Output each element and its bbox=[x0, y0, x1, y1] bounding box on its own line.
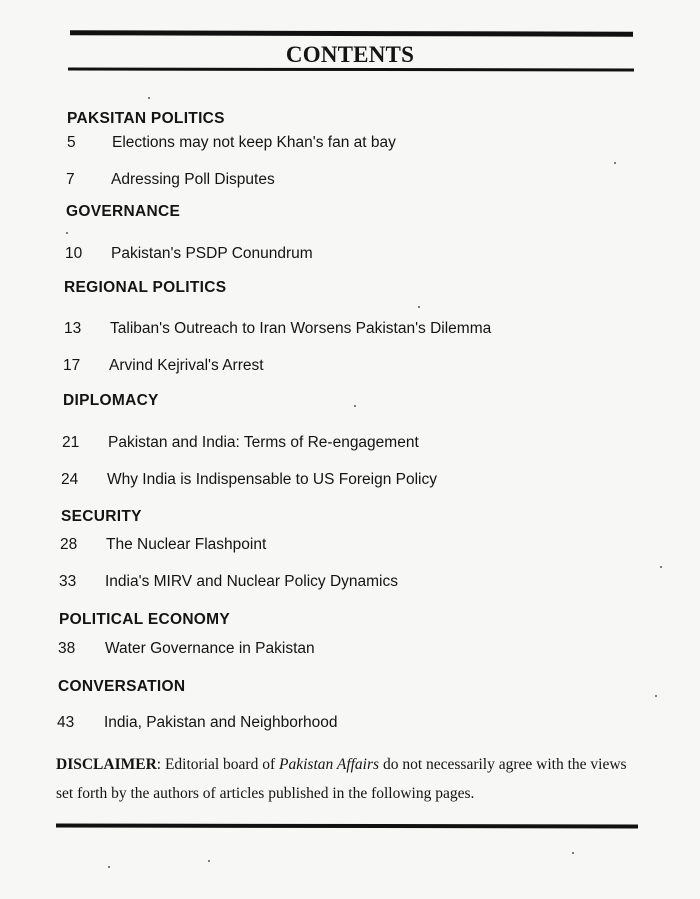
scan-speck bbox=[108, 866, 110, 868]
page-number: 7 bbox=[66, 171, 75, 188]
section-heading: POLITICAL ECONOMY bbox=[59, 611, 231, 628]
disclaimer bbox=[56, 750, 636, 808]
disclaimer-text-a: : Editorial board of bbox=[156, 756, 280, 773]
scan-speck bbox=[418, 306, 420, 308]
entry-title: Pakistan and India: Terms of Re-engagement bbox=[108, 434, 419, 451]
entry-title: Arvind Kejrival's Arrest bbox=[109, 357, 264, 374]
scan-speck bbox=[148, 97, 150, 99]
page-number: 28 bbox=[60, 536, 78, 553]
section-heading: DIPLOMACY bbox=[63, 392, 159, 409]
section-heading: GOVERNANCE bbox=[66, 203, 181, 220]
entry-title: India's MIRV and Nuclear Policy Dynamics bbox=[105, 573, 398, 590]
page-number: 43 bbox=[57, 714, 75, 731]
entry-title: Elections may not keep Khan's fan at bay bbox=[112, 134, 396, 151]
page-number: 33 bbox=[59, 573, 77, 590]
section-heading: REGIONAL POLITICS bbox=[64, 279, 227, 296]
page-number: 24 bbox=[61, 471, 79, 488]
scan-speck bbox=[660, 566, 662, 568]
page-number: 5 bbox=[67, 134, 76, 151]
entry-title: Water Governance in Pakistan bbox=[105, 640, 315, 657]
page-number: 38 bbox=[58, 640, 76, 657]
scan-speck bbox=[208, 860, 210, 862]
scan-speck bbox=[354, 405, 356, 407]
entry-title: India, Pakistan and Neighborhood bbox=[104, 714, 338, 731]
entry-title: Why India is Indispensable to US Foreign Policy bbox=[107, 471, 437, 488]
section-heading: SECURITY bbox=[61, 508, 142, 525]
entry-title: Adressing Poll Disputes bbox=[111, 171, 275, 188]
scan-speck bbox=[614, 162, 616, 164]
scan-speck bbox=[66, 232, 68, 234]
scan-speck bbox=[655, 695, 657, 697]
disclaimer-label: DISCLAIMER bbox=[56, 756, 157, 773]
section-heading: CONVERSATION bbox=[58, 678, 186, 695]
entry-title: The Nuclear Flashpoint bbox=[106, 536, 267, 553]
entry-title: Pakistan's PSDP Conundrum bbox=[111, 245, 313, 262]
scan-speck bbox=[572, 852, 574, 854]
bottom-rule bbox=[56, 823, 638, 828]
page-number: 21 bbox=[62, 434, 80, 451]
page-number: 17 bbox=[63, 357, 81, 374]
top-rule-thick bbox=[70, 30, 633, 36]
entry-title: Taliban's Outreach to Iran Worsens Pakistan's Dilemma bbox=[110, 320, 492, 337]
top-rule-thin bbox=[68, 68, 634, 72]
section-heading: PAKSITAN POLITICS bbox=[67, 110, 225, 127]
page-number: 10 bbox=[65, 245, 83, 262]
page-number: 13 bbox=[64, 320, 82, 337]
disclaimer-text-b: do not necessarily agree with the views set forth by the authors of articles published in the following pages. bbox=[56, 756, 627, 802]
page-title: CONTENTS bbox=[285, 42, 415, 67]
publication-name: Pakistan Affairs bbox=[279, 756, 380, 773]
